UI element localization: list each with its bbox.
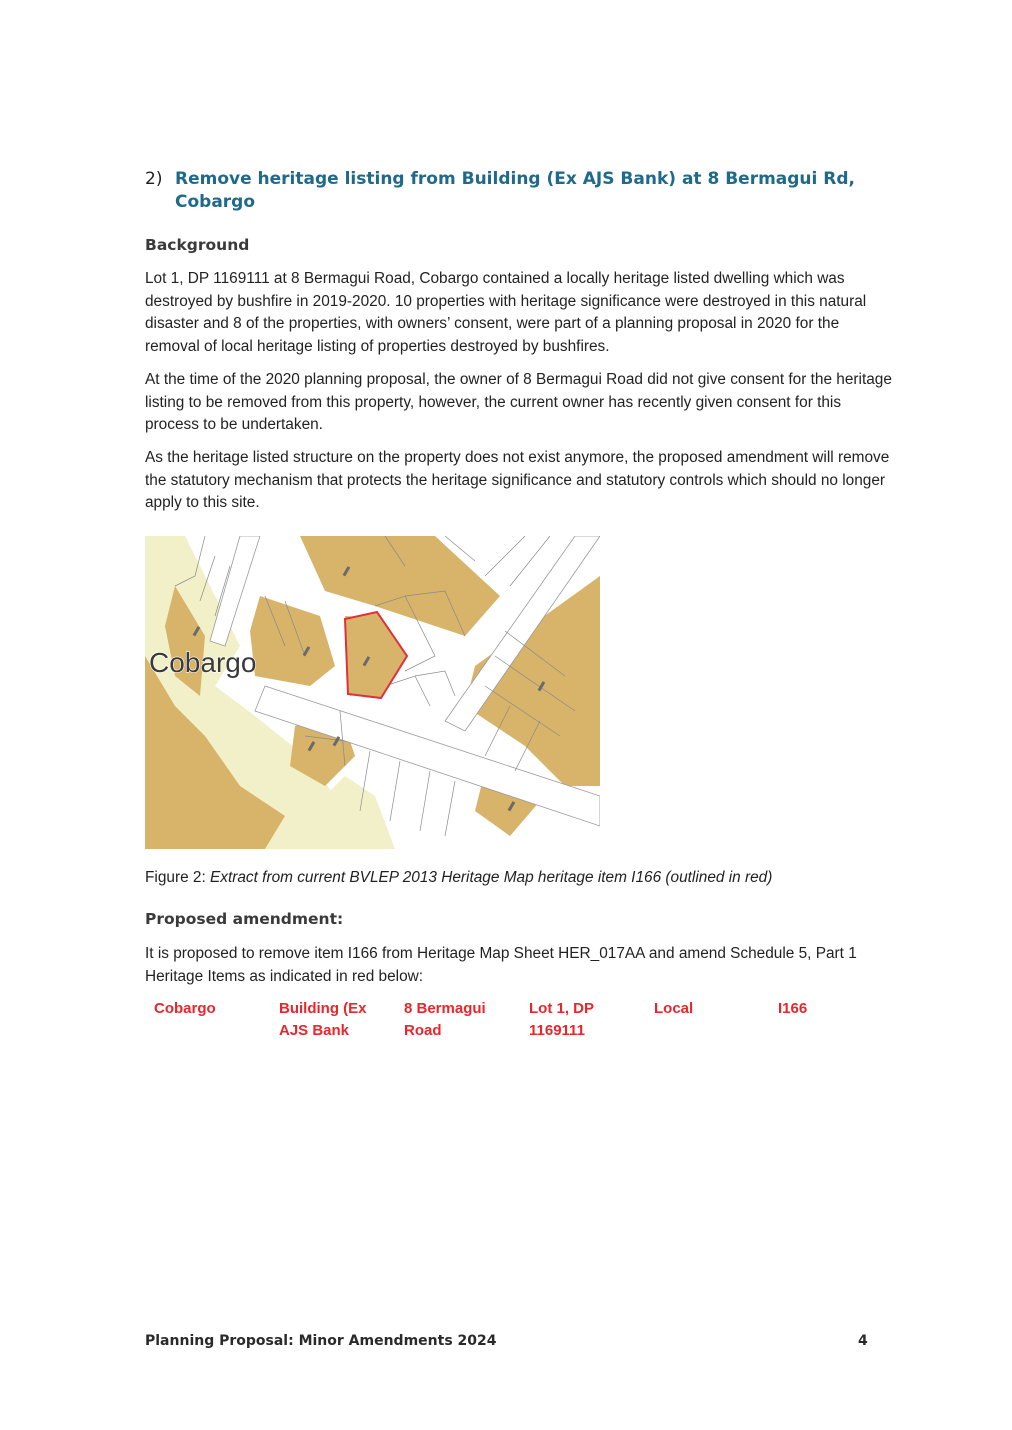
heritage-map-svg — [145, 536, 600, 849]
schedule-item-no: I166 — [778, 1000, 808, 1017]
schedule-address-line1: 8 Bermagui — [404, 1000, 486, 1017]
footer-page-number: 4 — [858, 1333, 868, 1349]
section-title-line2: Cobargo — [175, 192, 256, 212]
background-paragraph-3: As the heritage listed structure on the property does not exist anymore, the proposed amendment will remove the statutory mechanism that protects the heritage significance and statutory controls which should no longer apply to this site. — [145, 449, 890, 511]
schedule-property-line2: 1169111 — [529, 1022, 585, 1039]
schedule-property-line1: Lot 1, DP — [529, 1000, 595, 1017]
schedule-significance: Local — [654, 1000, 694, 1017]
background-paragraph-1: Lot 1, DP 1169111 at 8 Bermagui Road, Cobargo contained a locally heritage listed dwelling which was destroyed by bushfire in 2019-2020. 10 properties with heritage significance were destroyed in this natural disaster and 8 of the properties, with owners’ consent, were part of a planning proposal in 2020 for the removal of local heritage listing of properties destroyed by bushfires. — [145, 270, 867, 355]
amendment-heading: Proposed amendment: — [145, 910, 344, 928]
schedule-item-line1: Building (Ex — [279, 1000, 367, 1017]
figure-caption — [145, 869, 772, 887]
footer-title: Planning Proposal: Minor Amendments 2024 — [145, 1333, 497, 1349]
section-heading — [145, 168, 865, 214]
schedule-suburb: Cobargo — [154, 1000, 216, 1017]
schedule-address-line2: Road — [404, 1022, 442, 1039]
background-paragraph-2: At the time of the 2020 planning proposal, the owner of 8 Bermagui Road did not give consent for the heritage listing to be removed from this property, however, the current owner has recently given consent for this process to be undertaken. — [145, 371, 892, 433]
background-heading: Background — [145, 236, 250, 254]
section-number: 2) — [145, 169, 163, 189]
figure-label: Figure 2: — [145, 869, 211, 886]
map-town-label: Cobargo — [149, 647, 257, 678]
amendment-paragraph: It is proposed to remove item I166 from Heritage Map Sheet HER_017AA and amend Schedule 5, Part 1 Heritage Items as indicated in red below: — [145, 945, 857, 985]
heritage-map — [145, 536, 600, 849]
section-title-line1: Remove heritage listing from Building (Ex AJS Bank) at 8 Bermagui Rd, — [175, 169, 855, 189]
figure-caption-text: Extract from current BVLEP 2013 Heritage Map heritage item I166 (outlined in red) — [210, 869, 773, 886]
schedule-item-line2: AJS Bank — [279, 1022, 350, 1039]
